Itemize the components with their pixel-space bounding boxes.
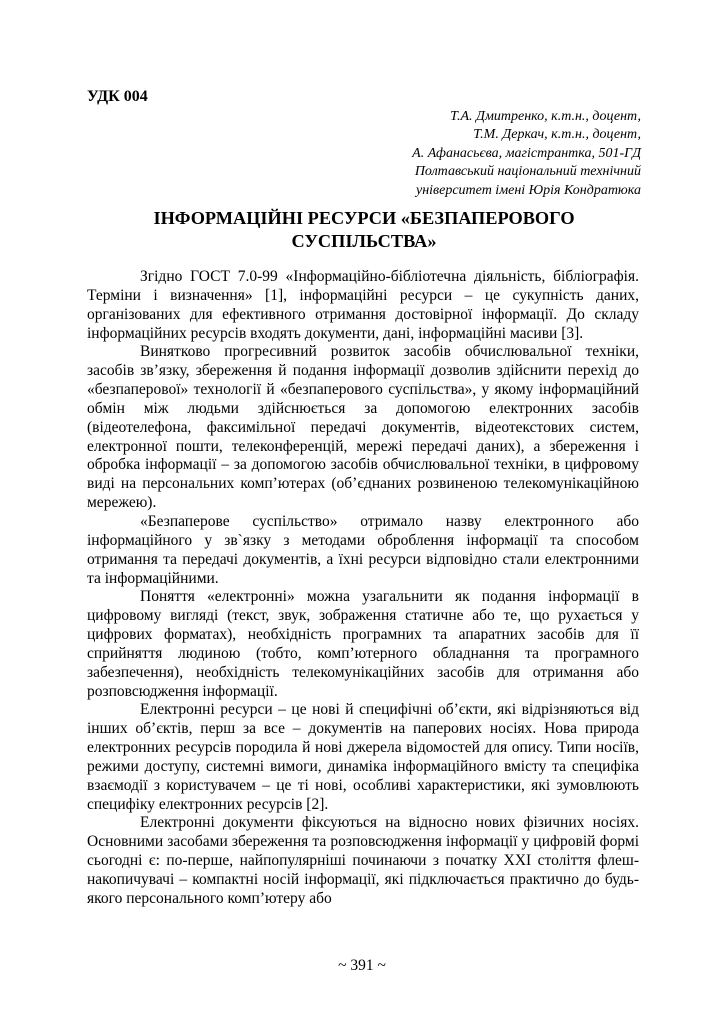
article-title — [87, 207, 641, 253]
author-line: Т.М. Деркач, к.т.н., доцент, — [473, 127, 641, 143]
udc-code: УДК 004 — [87, 88, 148, 105]
author-line: А. Афанасьєва, магістрантка, 501-ГД — [412, 145, 641, 161]
body-paragraph: Електронні ресурси – це нові й специфічні об’єкти, які відрізняються від інших об’єктів, перш за все – документів на паперових носіях. Нова природа електронних ресурсів породила й нові джерела відомостей для опису. Типи носіїв, режими доступу, системні вимоги, динаміка інформаційного вмісту та специфіка взаємодії з користувачем – це ті нові, особливі характеристики, які зумовлюють специфіку електронних ресурсів [2]. — [87, 701, 639, 813]
body-paragraph: Електронні документи фіксуються на відносно нових фізичних носіях. Основними засобами збереження та розповсюдження інформації у цифровій формі сьогодні є: по-перше, найпопулярніші починаючи з початку XXI століття флеш-накопичувачі – компактні носій інформації, які підключається практично до будь-якого персонального комп’ютеру або — [87, 814, 639, 907]
body-paragraph: «Безпаперове суспільство» отримало назву електронного або інформаційного у зв`язку з методами оброблення інформації та способом отримання та передачі документів, а їхні ресурси відповідно стали електронними та інформаційними. — [87, 512, 639, 587]
body-paragraph: Згідно ГОСТ 7.0-99 «Інформаційно-бібліотечна діяльність, бібліографія. Терміни і визначення» [1], інформаційні ресурси – це сукупність даних, організованих для ефективного отримання достовірної інформації. До складу інформаційних ресурсів входять документи, дані, інформаційні масиви [3]. — [87, 268, 639, 342]
affiliation-line: Полтавський національний технічний — [414, 164, 641, 180]
body-paragraph: Винятково прогресивний розвиток засобів обчислювальної техніки, засобів зв’язку, збереження й подання інформації дозволив здійснити перехід до «безпаперової» технології й «безпаперового суспільства», у якому інформаційний обмін між людьми здійснюється за допомогою електронних засобів (відеотелефона, факсимільної передачі документів, відеотекстових систем, електронної пошти, телеконференцій, мережі передачі даних), а збереження і обробка інформації – за допомогою засобів обчислювальної техніки, в цифровому виді на персональних комп’ютерах (об’єднаних розвиненою телекомунікаційною мережею). — [87, 343, 639, 512]
affiliation-line: університет імені Юрія Кондратюка — [416, 182, 641, 198]
author-block — [412, 108, 641, 200]
title-line: ІНФОРМАЦІЙНІ РЕСУРСИ «БЕЗПАПЕРОВОГО — [153, 208, 575, 228]
title-line: СУСПІЛЬСТВА» — [291, 231, 437, 251]
author-line: Т.А. Дмитренко, к.т.н., доцент, — [450, 109, 641, 124]
page-number: ~ 391 ~ — [338, 957, 386, 974]
body-paragraph: Поняття «електронні» можна узагальнити як подання інформації в цифровому вигляді (текст, звук, зображення статичне або те, що рухається у цифрових форматах), необхідність програмних та апаратних засобів для її сприйняття людиною (тобто, комп’ютерного обладнання та програмного забезпечення), необхідність телекомунікаційних засобів для отримання або розповсюдження інформації. — [87, 588, 639, 700]
article-body — [87, 268, 639, 909]
